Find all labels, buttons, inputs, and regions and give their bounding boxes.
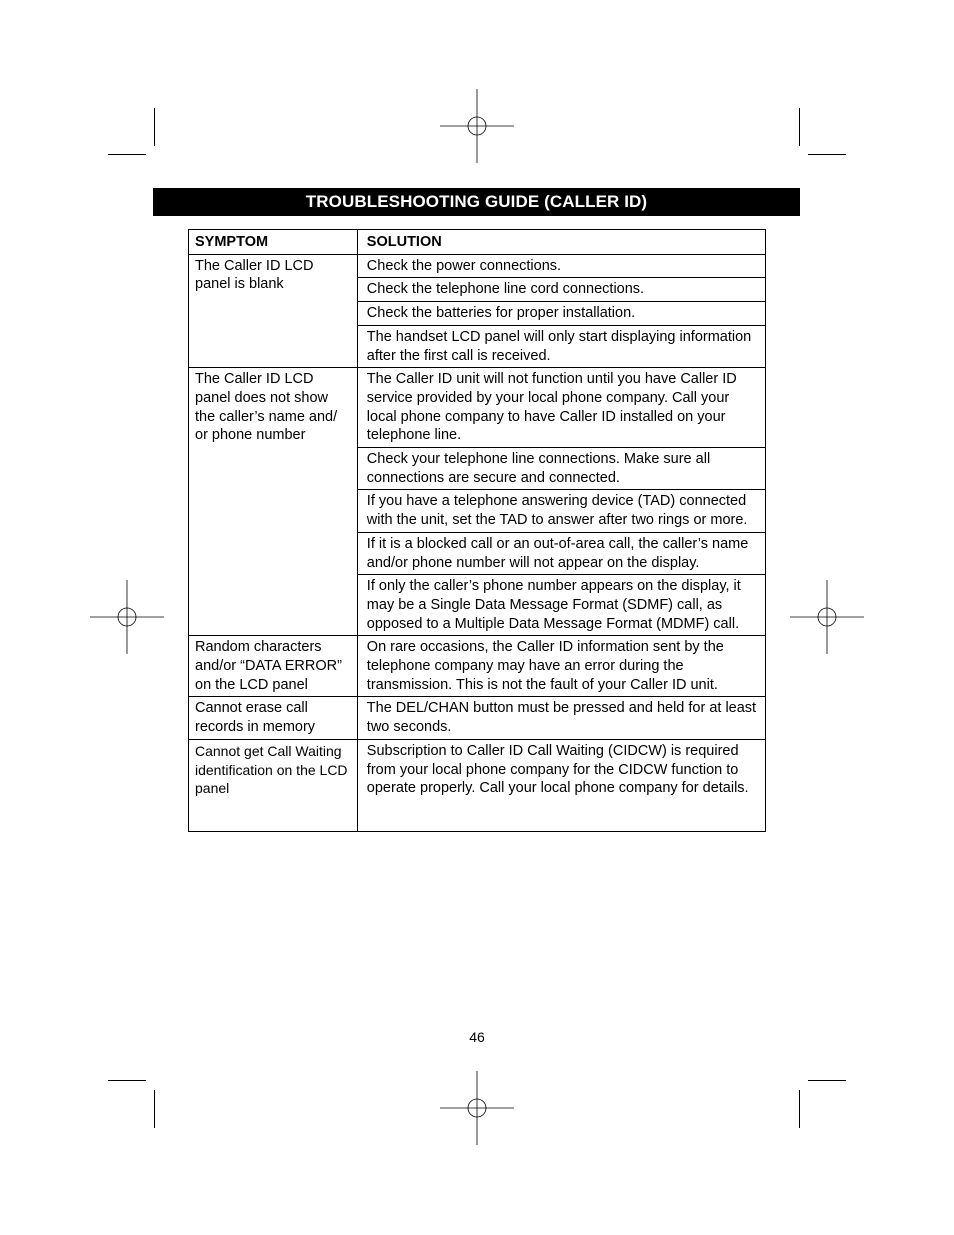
crop-mark — [808, 1080, 846, 1081]
solution-cell: The DEL/CHAN button must be pressed and held for at least two seconds. — [357, 697, 765, 739]
solution-cell: Check the telephone line cord connections. — [357, 278, 765, 302]
table-row — [189, 739, 766, 831]
crop-mark — [799, 108, 800, 146]
symptom-cell: Cannot get Call Waiting identification on the LCD panel — [189, 739, 358, 831]
solution-cell: On rare occasions, the Caller ID information sent by the telephone company may have an error during the transmission. This is not the fault of your Caller ID unit. — [357, 636, 765, 697]
solution-cell: The handset LCD panel will only start displaying information after the first call is received. — [357, 325, 765, 367]
symptom-cell: The Caller ID LCD panel is blank — [189, 254, 358, 368]
table-header-row — [189, 230, 766, 255]
solution-cell: The Caller ID unit will not function until you have Caller ID service provided by your local phone company. Call your local phone company to have Caller ID installed on your telephone line. — [357, 368, 765, 448]
crop-mark — [108, 154, 146, 155]
registration-mark-icon — [440, 1071, 514, 1145]
crop-mark — [108, 1080, 146, 1081]
symptom-cell: The Caller ID LCD panel does not show the caller’s name and/ or phone number — [189, 368, 358, 636]
solution-cell: Check the power connections. — [357, 254, 765, 278]
table-row — [189, 697, 766, 739]
solution-cell: Check your telephone line connections. Make sure all connections are secure and connected. — [357, 448, 765, 490]
registration-mark-icon — [790, 580, 864, 654]
solution-cell: Check the batteries for proper installation. — [357, 302, 765, 326]
symptom-column-header: SYMPTOM — [189, 230, 358, 255]
crop-mark — [808, 154, 846, 155]
table-row — [189, 636, 766, 697]
crop-mark — [154, 1090, 155, 1128]
table-row — [189, 254, 766, 278]
crop-mark — [799, 1090, 800, 1128]
symptom-cell: Random characters and/or “DATA ERROR” on the LCD panel — [189, 636, 358, 697]
troubleshooting-table — [188, 229, 766, 832]
symptom-cell: Cannot erase call records in memory — [189, 697, 358, 739]
solution-cell: If only the caller’s phone number appears on the display, it may be a Single Data Message Format (SDMF) call, as opposed to a Multiple Data Message Format (MDMF) call. — [357, 575, 765, 636]
solution-cell: If you have a telephone answering device (TAD) connected with the unit, set the TAD to answer after two rings or more. — [357, 490, 765, 532]
solution-cell: If it is a blocked call or an out-of-area call, the caller’s name and/or phone number will not appear on the display. — [357, 532, 765, 574]
registration-mark-icon — [90, 580, 164, 654]
solution-column-header: SOLUTION — [357, 230, 765, 255]
crop-mark — [154, 108, 155, 146]
registration-mark-icon — [440, 89, 514, 163]
page-title: TROUBLESHOOTING GUIDE (CALLER ID) — [153, 188, 800, 216]
solution-cell: Subscription to Caller ID Call Waiting (CIDCW) is required from your local phone company for the CIDCW function to operate properly. Call your local phone company for details. — [357, 739, 765, 831]
table-row — [189, 368, 766, 448]
page-number: 46 — [469, 1029, 485, 1045]
